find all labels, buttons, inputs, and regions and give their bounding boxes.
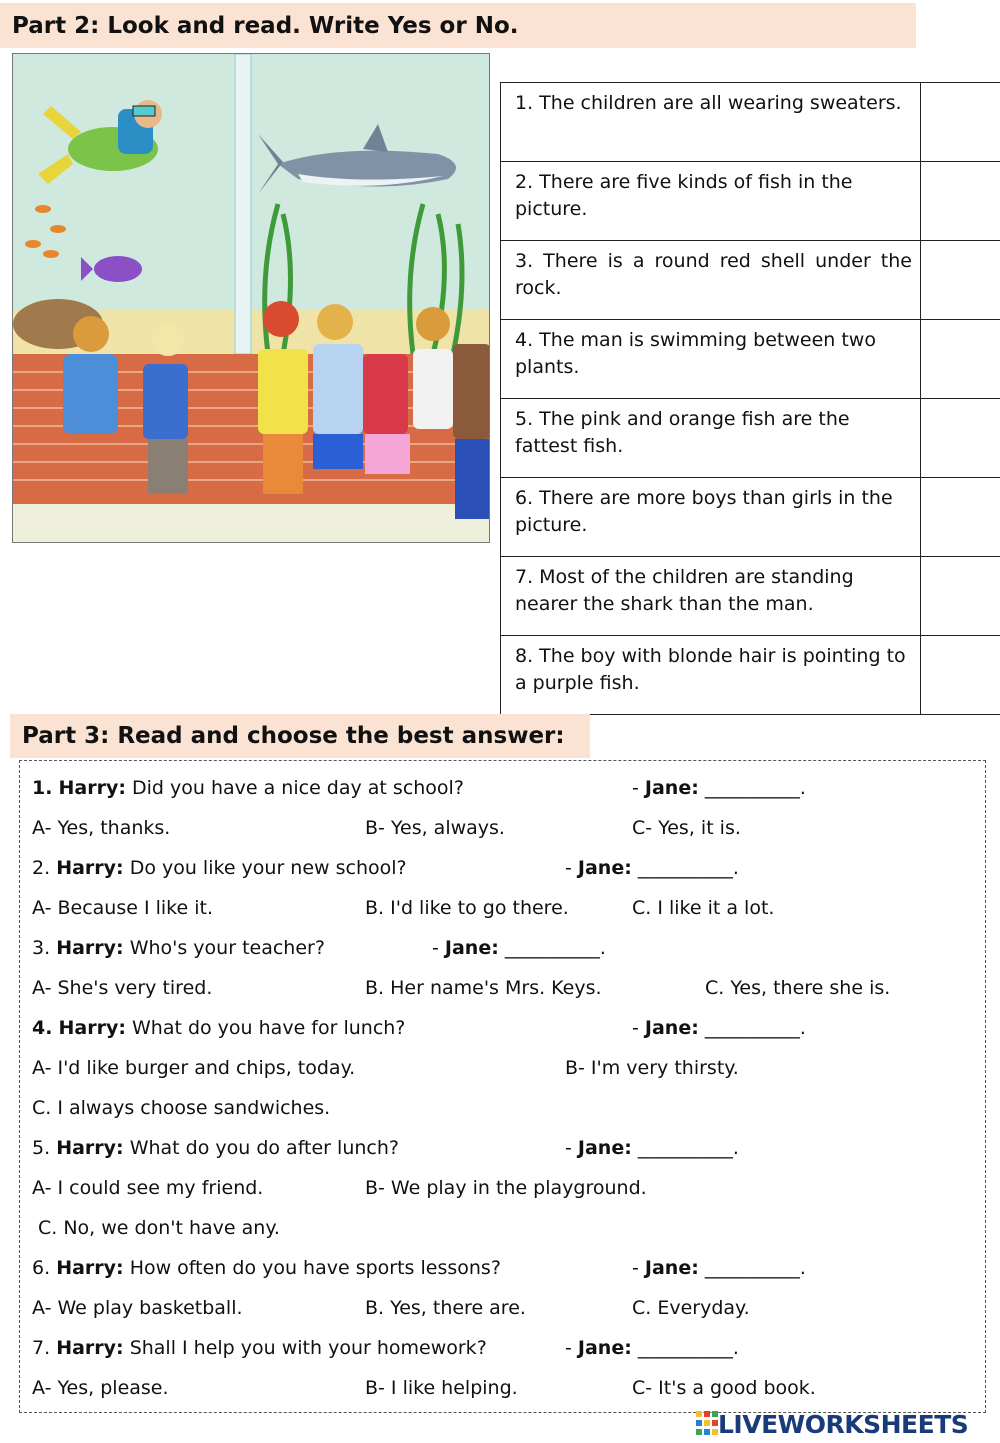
question-line: 1. Harry: Did you have a nice day at school? xyxy=(32,777,464,799)
question-text: 6. There are more boys than girls in the picture. xyxy=(501,478,921,557)
option-a[interactable]: A- She's very tired. xyxy=(32,977,213,999)
option-a[interactable]: A- Yes, thanks. xyxy=(32,817,171,839)
answer-blank[interactable]: - Jane: __________. xyxy=(432,937,606,959)
table-row xyxy=(501,162,1000,241)
option-b[interactable]: B- Yes, always. xyxy=(365,817,505,839)
answer-blank[interactable]: - Jane: __________. xyxy=(565,1137,739,1159)
option-a[interactable]: A- Because I like it. xyxy=(32,897,213,919)
table-row xyxy=(501,636,1000,715)
answer-cell[interactable] xyxy=(921,557,1000,636)
question-text: 4. The man is swimming between two plants. xyxy=(501,320,921,399)
answer-blank[interactable]: - Jane: __________. xyxy=(632,777,806,799)
answer-blank[interactable]: - Jane: __________. xyxy=(632,1017,806,1039)
option-a[interactable]: A- I'd like burger and chips, today. xyxy=(32,1057,356,1079)
question-text: 5. The pink and orange fish are the fattest fish. xyxy=(501,399,921,478)
option-a[interactable]: A- Yes, please. xyxy=(32,1377,169,1399)
question-line: 5. Harry: What do you do after lunch? xyxy=(32,1137,399,1159)
table-row xyxy=(501,241,1000,320)
answer-blank[interactable]: - Jane: __________. xyxy=(565,857,739,879)
answer-cell[interactable] xyxy=(921,241,1000,320)
yes-no-table xyxy=(500,82,1000,715)
option-a[interactable]: A- I could see my friend. xyxy=(32,1177,264,1199)
option-c[interactable]: C. Everyday. xyxy=(632,1297,750,1319)
answer-cell[interactable] xyxy=(921,478,1000,557)
part2-title: Part 2: Look and read. Write Yes or No. xyxy=(0,3,916,48)
question-text: 7. Most of the children are standing nearer the shark than the man. xyxy=(501,557,921,636)
option-c[interactable]: C. No, we don't have any. xyxy=(38,1217,280,1239)
answer-blank[interactable]: - Jane: __________. xyxy=(565,1337,739,1359)
answer-cell[interactable] xyxy=(921,636,1000,715)
question-text: 8. The boy with blonde hair is pointing to a purple fish. xyxy=(501,636,921,715)
option-b[interactable]: B- I like helping. xyxy=(365,1377,518,1399)
table-row xyxy=(501,557,1000,636)
liveworksheets-logo xyxy=(696,1409,968,1439)
answer-cell[interactable] xyxy=(921,320,1000,399)
option-c[interactable]: C- Yes, it is. xyxy=(632,817,741,839)
logo-text: LIVEWORKSHEETS xyxy=(718,1409,969,1439)
question-text: 3. There is a round red shell under the rock. xyxy=(501,241,921,320)
aquarium-picture xyxy=(12,53,490,543)
question-line: 7. Harry: Shall I help you with your homework? xyxy=(32,1337,487,1359)
table-row xyxy=(501,478,1000,557)
option-c[interactable]: C. I like it a lot. xyxy=(632,897,775,919)
option-c[interactable]: C. I always choose sandwiches. xyxy=(32,1097,331,1119)
question-line: 2. Harry: Do you like your new school? xyxy=(32,857,407,879)
multiple-choice-box xyxy=(19,760,986,1413)
option-b[interactable]: B- I'm very thirsty. xyxy=(565,1057,739,1079)
logo-icon xyxy=(696,1411,718,1437)
option-c[interactable]: C. Yes, there she is. xyxy=(705,977,891,999)
answer-cell[interactable] xyxy=(921,162,1000,241)
table-row xyxy=(501,399,1000,478)
answer-cell[interactable] xyxy=(921,83,1000,162)
table-row xyxy=(501,320,1000,399)
table-row xyxy=(501,83,1000,162)
option-b[interactable]: B- We play in the playground. xyxy=(365,1177,647,1199)
option-a[interactable]: A- We play basketball. xyxy=(32,1297,243,1319)
option-c[interactable]: C- It's a good book. xyxy=(632,1377,816,1399)
question-line: 3. Harry: Who's your teacher? xyxy=(32,937,325,959)
option-b[interactable]: B. I'd like to go there. xyxy=(365,897,569,919)
question-text: 1. The children are all wearing sweaters. xyxy=(501,83,921,162)
option-b[interactable]: B. Her name's Mrs. Keys. xyxy=(365,977,602,999)
part3-title: Part 3: Read and choose the best answer: xyxy=(10,714,590,758)
option-b[interactable]: B. Yes, there are. xyxy=(365,1297,526,1319)
question-line: 4. Harry: What do you have for lunch? xyxy=(32,1017,406,1039)
question-text: 2. There are five kinds of fish in the picture. xyxy=(501,162,921,241)
answer-cell[interactable] xyxy=(921,399,1000,478)
answer-blank[interactable]: - Jane: __________. xyxy=(632,1257,806,1279)
question-line: 6. Harry: How often do you have sports lessons? xyxy=(32,1257,501,1279)
